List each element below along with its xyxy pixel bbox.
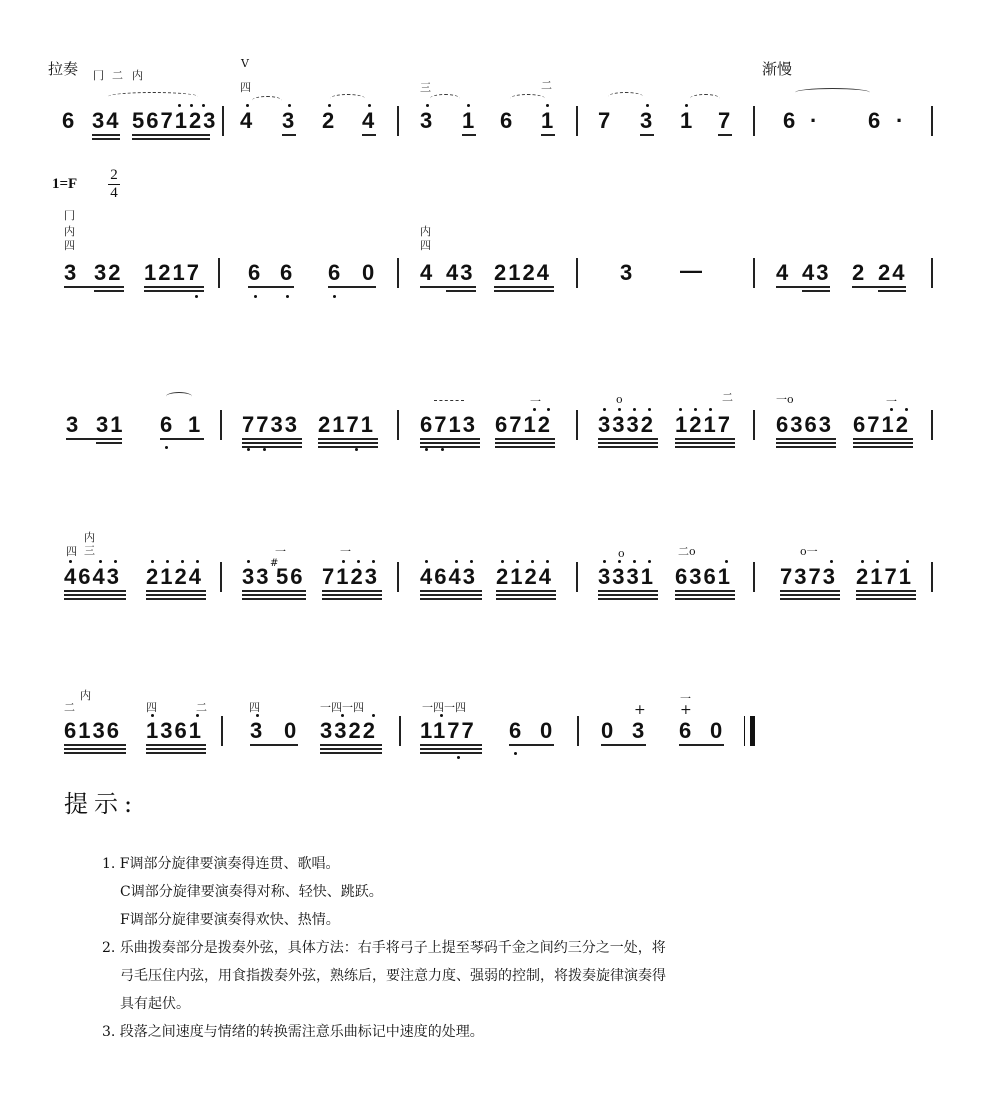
low-octave-dot: [457, 756, 460, 759]
note-group: 31: [96, 412, 125, 437]
octave-dot: [247, 560, 250, 563]
fingering-mark: 三: [84, 544, 95, 557]
note-group: 6713: [420, 412, 477, 437]
fingering-mark: 三: [420, 81, 431, 94]
barline: [576, 258, 578, 288]
note: 7: [718, 108, 733, 133]
note-group: 43: [802, 260, 831, 285]
tip-item: 具有起伏。: [120, 996, 190, 1012]
octave-dot: [685, 104, 688, 107]
underline: [420, 744, 482, 746]
underline: [132, 134, 210, 136]
underline: [640, 134, 654, 136]
note-group: 32: [94, 260, 123, 285]
note-group: 3331: [598, 564, 655, 589]
note: 3: [620, 260, 635, 285]
low-octave-dot: [425, 448, 428, 451]
fingering-mark: 二: [541, 79, 552, 92]
tip-item: 2. 乐曲拨奏部分是拨奏外弦，具体方法：右手将弓子上提至琴码千金之间约三分之一处，将: [102, 940, 666, 956]
octave-dot: [646, 104, 649, 107]
octave-dot: [425, 560, 428, 563]
octave-dot: [709, 408, 712, 411]
underline: [780, 590, 840, 592]
note: 1: [541, 108, 556, 133]
octave-dot: [906, 560, 909, 563]
note-group: 1361: [146, 718, 203, 743]
note: 0: [540, 718, 555, 743]
octave-dot: [426, 104, 429, 107]
note: 3: [66, 412, 81, 437]
fingering-mark: 一: [680, 692, 691, 705]
underline: [462, 134, 476, 136]
barline: [220, 562, 222, 592]
underline: [446, 286, 476, 288]
underline: [96, 438, 122, 440]
note-group: 56: [276, 564, 305, 589]
octave-dot: [190, 104, 193, 107]
fingering-mark: 四: [240, 81, 251, 94]
note-group: 3322: [320, 718, 377, 743]
note: 1: [188, 412, 203, 437]
tempo-marking: 渐慢: [762, 60, 793, 78]
slur: [166, 392, 192, 401]
octave-dot: [342, 560, 345, 563]
underline: [320, 744, 382, 746]
low-octave-dot: [165, 446, 168, 449]
underline: [718, 134, 732, 136]
fingering-mark: 一: [275, 545, 286, 558]
note: 0: [601, 718, 616, 743]
underline: [322, 590, 382, 592]
low-octave-dot: [441, 448, 444, 451]
octave-dot: [546, 104, 549, 107]
fingering-mark: 内: [64, 225, 75, 238]
note: 7: [598, 108, 613, 133]
octave-dot: [288, 104, 291, 107]
note: 6: [62, 108, 77, 133]
note-group: 2124: [146, 564, 203, 589]
octave-dot: [516, 560, 519, 563]
octave-dot: [372, 714, 375, 717]
tips-list: [102, 850, 932, 1046]
underline: [541, 134, 555, 136]
underline: [598, 438, 658, 440]
note-group: 24: [878, 260, 907, 285]
note-group: 6361: [675, 564, 732, 589]
underline: [776, 438, 836, 440]
note-group: 2124: [496, 564, 553, 589]
fingering-mark: 二: [196, 701, 207, 714]
barline: [931, 258, 933, 288]
underline: [160, 438, 204, 440]
underline: [144, 286, 204, 288]
note-group: 2124: [494, 260, 551, 285]
underline: [802, 286, 830, 288]
time-signature-bottom: 4: [110, 185, 118, 201]
low-octave-dot: [254, 295, 257, 298]
octave-dot: [531, 560, 534, 563]
note: 2: [852, 260, 867, 285]
note-group: 43: [446, 260, 475, 285]
fingering-mark: o一: [800, 545, 818, 558]
octave-dot: [181, 560, 184, 563]
fingering-mark: 二: [112, 69, 123, 82]
note-group: 6712: [495, 412, 552, 437]
barline: [397, 562, 399, 592]
bow-mark: V: [241, 57, 249, 70]
slur: [608, 92, 643, 101]
tip-item: F调部分旋律要演奏得欢快、热情。: [120, 912, 340, 928]
barline: [399, 716, 401, 746]
low-octave-dot: [247, 448, 250, 451]
note-group: 6712: [853, 412, 910, 437]
note: 6: [248, 260, 263, 285]
octave-dot: [546, 560, 549, 563]
slur: [252, 96, 282, 105]
barline: [931, 106, 933, 136]
note: 4: [240, 108, 255, 133]
barline: [753, 106, 755, 136]
octave-dot: [151, 560, 154, 563]
octave-dot: [440, 714, 443, 717]
octave-dot: [368, 104, 371, 107]
underline: [509, 744, 554, 746]
note-group: 1217: [675, 412, 732, 437]
low-octave-dot: [514, 752, 517, 755]
tip-item: C调部分旋律要演奏得对称、轻快、跳跃。: [120, 884, 383, 900]
note: 3: [282, 108, 297, 133]
octave-dot: [166, 560, 169, 563]
fingering-mark: 一四一四: [320, 701, 364, 714]
low-octave-dot: [195, 295, 198, 298]
fingering-mark: 内: [420, 225, 431, 238]
underline: [878, 286, 906, 288]
octave-dot: [861, 560, 864, 563]
octave-dot: [876, 560, 879, 563]
octave-dot: [341, 714, 344, 717]
slur: [434, 400, 464, 401]
barline: [221, 716, 223, 746]
fingering-mark: 一: [530, 395, 541, 408]
note: 6: [160, 412, 175, 437]
fingering-mark: 内: [84, 531, 95, 544]
note: 6: [280, 260, 295, 285]
slur: [108, 92, 198, 101]
barline: [397, 410, 399, 440]
octave-dot: [547, 408, 550, 411]
note-group: 2171: [318, 412, 375, 437]
note: 4: [776, 260, 791, 285]
underline: [242, 590, 306, 592]
note: 2: [322, 108, 337, 133]
note: 3: [420, 108, 435, 133]
tip-item: 1. F调部分旋律要演奏得连贯、歌唱。: [102, 856, 340, 872]
underline: [94, 286, 124, 288]
octave-dot: [455, 560, 458, 563]
octave-dot: [618, 560, 621, 563]
slur: [430, 94, 460, 103]
octave-dot: [328, 104, 331, 107]
underline: [495, 438, 555, 440]
final-barline: [750, 716, 755, 746]
underline: [64, 744, 126, 746]
underline: [362, 134, 376, 136]
note-group: 3332: [598, 412, 655, 437]
barline: [577, 716, 579, 746]
note-group: 2171: [856, 564, 913, 589]
fingering-mark: 二: [722, 391, 733, 404]
underline: [248, 286, 294, 288]
octave-dot: [905, 408, 908, 411]
slur: [510, 94, 545, 103]
octave-dot: [725, 560, 728, 563]
octave-dot: [256, 714, 259, 717]
slur: [690, 94, 720, 103]
octave-dot: [99, 560, 102, 563]
low-octave-dot: [355, 448, 358, 451]
underline: [146, 590, 206, 592]
note: 1: [680, 108, 695, 133]
note: 0: [362, 260, 377, 285]
note: 1: [462, 108, 477, 133]
note: 4: [420, 260, 435, 285]
underline: [250, 744, 298, 746]
harmonic-mark: +: [634, 702, 646, 718]
underline: [598, 590, 658, 592]
note: 0: [710, 718, 725, 743]
octave-dot: [618, 408, 621, 411]
octave-dot: [633, 560, 636, 563]
octave-dot: [633, 408, 636, 411]
note: 4: [362, 108, 377, 133]
octave-dot: [151, 714, 154, 717]
underline: [328, 286, 376, 288]
intro-label: 拉奏: [48, 60, 79, 78]
fingering-mark: o: [618, 547, 625, 560]
underline: [856, 590, 916, 592]
key-signature: 1=F: [52, 176, 78, 192]
octave-dot: [372, 560, 375, 563]
note: 6: [500, 108, 515, 133]
fingering-mark: 四: [420, 239, 431, 252]
note-group: 33: [242, 564, 271, 589]
barline: [753, 258, 755, 288]
barline: [931, 562, 933, 592]
underline: [242, 438, 302, 440]
underline: [64, 590, 126, 592]
underline: [420, 590, 482, 592]
barline: [218, 258, 220, 288]
tip-item: 3. 段落之间速度与情绪的转换需注意乐曲标记中速度的处理。: [102, 1024, 484, 1040]
octave-dot: [246, 104, 249, 107]
fingering-mark: 内: [132, 69, 143, 82]
note-group: 7733: [242, 412, 299, 437]
note-group: 1177: [420, 718, 476, 743]
note-group: 7373: [780, 564, 837, 589]
note: 3: [64, 260, 79, 285]
octave-dot: [890, 408, 893, 411]
tip-item: 弓毛压住内弦，用食指拨奏外弦，熟练后，要注意力度、强弱的控制，将拨奏旋律演奏得: [120, 968, 666, 984]
time-signature-top: 2: [110, 167, 118, 183]
underline: [675, 438, 735, 440]
underline: [146, 744, 206, 746]
dot-extension: ·: [810, 108, 820, 133]
octave-dot: [648, 560, 651, 563]
note: 6: [783, 108, 798, 133]
note: 6: [509, 718, 524, 743]
octave-dot: [467, 104, 470, 107]
octave-dot: [533, 408, 536, 411]
octave-dot: [470, 560, 473, 563]
octave-dot: [603, 560, 606, 563]
fingering-mark: o: [616, 393, 623, 406]
fingering-mark: 二: [64, 701, 75, 714]
underline: [494, 286, 554, 288]
octave-dot: [501, 560, 504, 563]
sharp-sign: #: [270, 558, 279, 569]
underline: [496, 590, 556, 592]
octave-dot: [114, 560, 117, 563]
note-group: 6363: [776, 412, 833, 437]
fingering-mark: 冂: [93, 69, 104, 82]
note: 6: [328, 260, 343, 285]
note-group: 567123: [132, 108, 218, 133]
barline: [397, 106, 399, 136]
barline: [753, 410, 755, 440]
barline: [397, 258, 399, 288]
barline: [576, 106, 578, 136]
barline: [931, 410, 933, 440]
octave-dot: [648, 408, 651, 411]
low-octave-dot: [263, 448, 266, 451]
fingering-mark: 内: [80, 689, 91, 702]
note: 0: [284, 718, 299, 743]
octave-dot: [679, 408, 682, 411]
note-group: 4643: [64, 564, 121, 589]
underline: [853, 438, 913, 440]
dot-extension: ·: [896, 108, 906, 133]
octave-dot: [196, 560, 199, 563]
note: 3: [632, 718, 647, 743]
octave-dot: [196, 714, 199, 717]
note-group: 34: [92, 108, 121, 133]
note-group: 4643: [420, 564, 477, 589]
barline: [222, 106, 224, 136]
fingering-mark: 四: [66, 545, 77, 558]
fingering-mark: 四: [64, 239, 75, 252]
underline: [420, 438, 480, 440]
note: 3: [640, 108, 655, 133]
dash-extension: —: [680, 258, 704, 283]
note: 3: [250, 718, 265, 743]
low-octave-dot: [333, 295, 336, 298]
octave-dot: [178, 104, 181, 107]
octave-dot: [357, 560, 360, 563]
barline: [576, 410, 578, 440]
underline: [318, 438, 378, 440]
octave-dot: [603, 408, 606, 411]
octave-dot: [69, 560, 72, 563]
fingering-mark: 一o: [776, 393, 794, 406]
underline: [92, 134, 120, 136]
note-group: 6136: [64, 718, 121, 743]
octave-dot: [694, 408, 697, 411]
barline: [576, 562, 578, 592]
fingering-mark: 二o: [678, 545, 696, 558]
fingering-mark: 一四一四: [422, 701, 466, 714]
tips-title: 提示:: [64, 790, 139, 818]
barline: [220, 410, 222, 440]
fingering-mark: 四: [249, 701, 260, 714]
fingering-mark: 一: [340, 545, 351, 558]
slur: [330, 94, 365, 103]
underline: [679, 744, 724, 746]
harmonic-mark: +: [680, 702, 692, 718]
note-group: 1217: [144, 260, 201, 285]
underline: [675, 590, 735, 592]
fingering-mark: 四: [146, 701, 157, 714]
octave-dot: [202, 104, 205, 107]
underline: [282, 134, 296, 136]
note: 6: [868, 108, 883, 133]
octave-dot: [830, 560, 833, 563]
slur: [795, 88, 870, 97]
barline: [753, 562, 755, 592]
low-octave-dot: [286, 295, 289, 298]
fingering-mark: 一: [886, 395, 897, 408]
bow-mark: 冂: [64, 209, 75, 222]
underline: [601, 744, 646, 746]
note: 6: [679, 718, 694, 743]
note-group: 7123: [322, 564, 379, 589]
